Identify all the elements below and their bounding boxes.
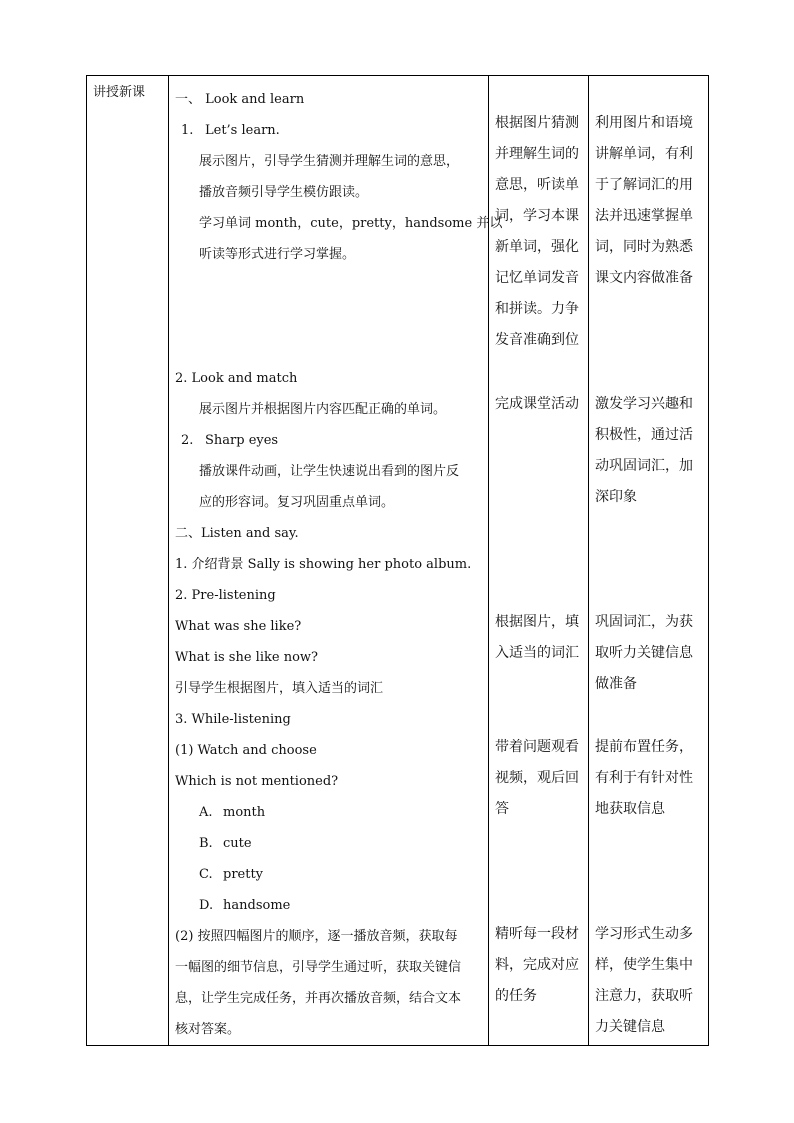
option-item: D. handsome	[199, 898, 291, 913]
text-line: 展示图片并根据图片内容匹配正确的单词。	[199, 402, 447, 417]
text-line: (1) Watch and choose	[175, 743, 317, 758]
text-line: 学习单词 month，cute，pretty，handsome 并以	[199, 216, 503, 231]
student-block-e: 精听每一段材 料，完成对应 的任务	[495, 926, 579, 1004]
text-line: 应的形容词。复习巩固重点单词。	[199, 495, 395, 510]
section-title: 二、Listen and say.	[175, 526, 299, 541]
student-block-c: 根据图片，填 入适当的词汇	[495, 614, 579, 661]
purpose-block-a: 利用图片和语境 讲解单词，有利 于了解词汇的用 法并迅速掌握单 词，同时为熟悉 课文内容做准备	[595, 115, 693, 286]
purpose-block-b: 激发学习兴趣和 积极性，通过活 动巩固词汇，加 深印象	[595, 396, 693, 505]
purpose-cell	[589, 76, 709, 1046]
text-line: 2. Pre-listening	[175, 588, 276, 603]
text-line: 一幅图的细节信息，引导学生通过听，获取关键信	[175, 960, 462, 975]
text-line: 核对答案。	[175, 1022, 241, 1037]
student-activity-cell	[489, 76, 589, 1046]
purpose-block-e: 学习形式生动多 样，使学生集中 注意力，获取听 力关键信息	[595, 926, 693, 1035]
stage-cell	[87, 76, 169, 1046]
text-line: 播放课件动画，让学生快速说出看到的图片反	[199, 464, 460, 479]
text-line: (2) 按照四幅图片的顺序，逐一播放音频，获取每	[175, 929, 458, 944]
option-item: A. month	[199, 805, 266, 820]
section-title: 一、 Look and learn	[175, 92, 305, 107]
text-line: 播放音频引导学生模仿跟读。	[199, 185, 369, 200]
lesson-plan-table	[86, 75, 709, 1046]
text-line: 3. While-listening	[175, 712, 291, 727]
stage-label: 讲授新课	[93, 85, 146, 100]
question-line: Which is not mentioned?	[175, 774, 339, 789]
text-line: 展示图片，引导学生猜测并理解生词的意思，	[199, 154, 460, 169]
option-item: C. pretty	[199, 867, 264, 882]
subsection-title: 2. Sharp eyes	[181, 433, 279, 448]
subsection-title: 2. Look and match	[175, 371, 298, 386]
student-block-a: 根据图片猜测 并理解生词的 意思，听读单 词，学习本课 新单词，强化 记忆单词发音 和拼读。力争 发音准确到位	[495, 115, 579, 348]
option-item: B. cute	[199, 836, 252, 851]
text-line: 引导学生根据图片，填入适当的词汇	[175, 681, 384, 696]
text-line: 听读等形式进行学习掌握。	[199, 247, 356, 262]
text-line: 息，让学生完成任务，并再次播放音频，结合文本	[175, 991, 462, 1006]
purpose-block-c: 巩固词汇，为获 取听力关键信息 做准备	[595, 614, 693, 692]
subsection-title: 1. Let’s learn.	[181, 123, 280, 138]
student-block-b: 完成课堂活动	[495, 396, 579, 412]
teacher-activity-cell	[169, 76, 503, 1046]
question-line: What was she like?	[175, 619, 302, 634]
student-block-d: 带着问题观看 视频，观后回 答	[495, 739, 579, 817]
question-line: What is she like now?	[175, 650, 318, 665]
text-line: 1. 介绍背景 Sally is showing her photo album.	[175, 557, 472, 572]
purpose-block-d: 提前布置任务， 有利于有针对性 地获取信息	[595, 739, 693, 817]
